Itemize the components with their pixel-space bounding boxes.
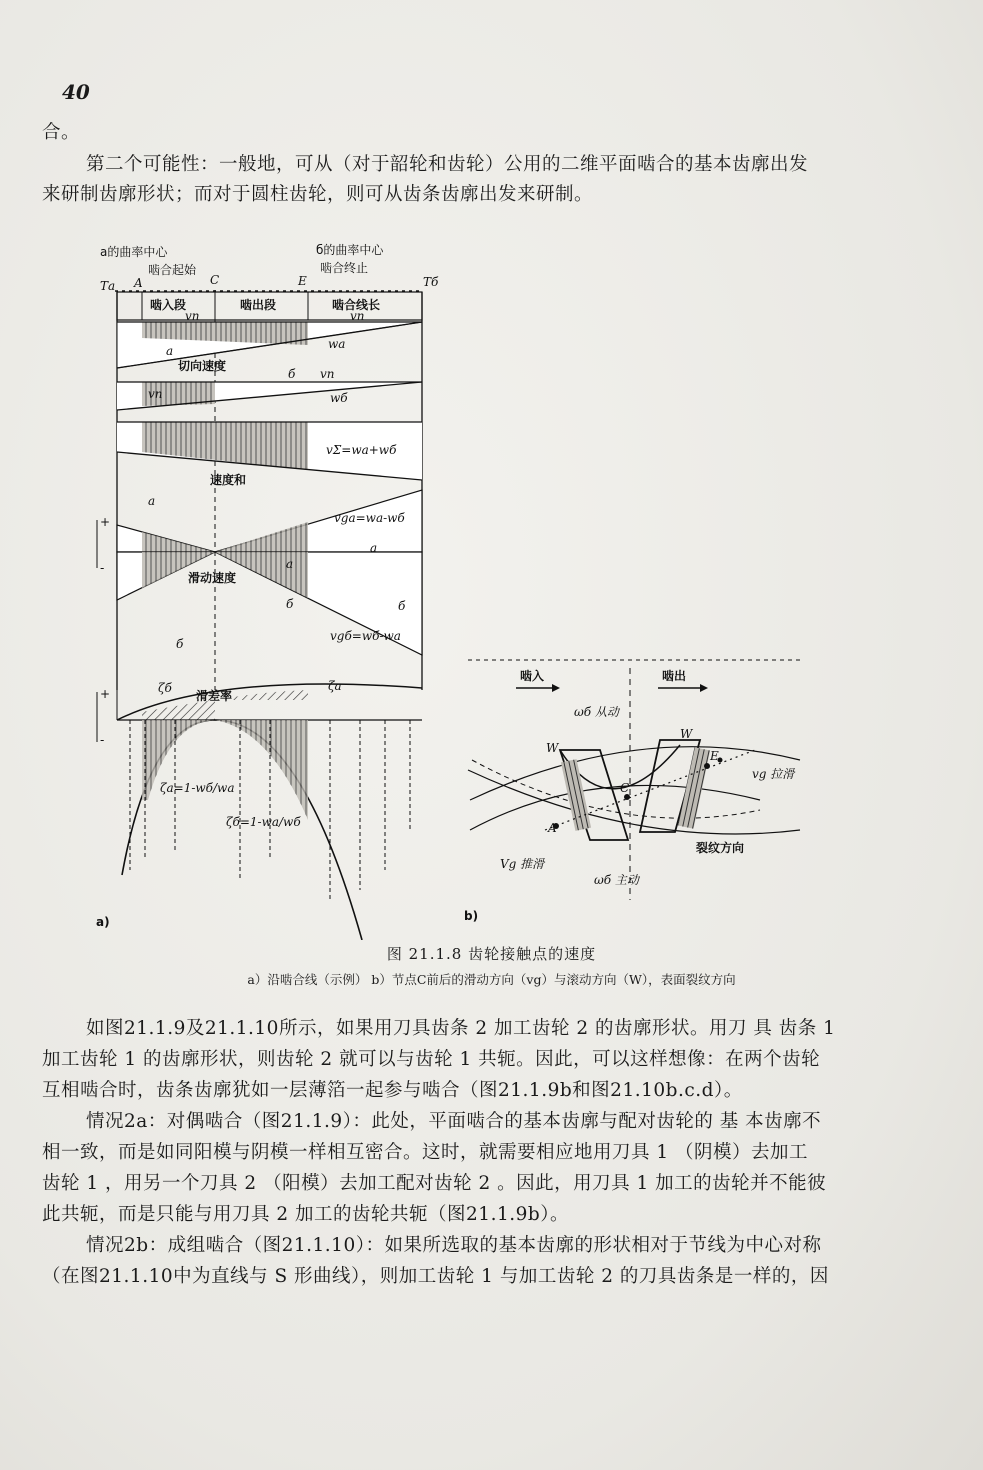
label-crack: 裂纹方向 [696,841,745,855]
label-plus: + [100,687,111,701]
label-b: б [398,599,406,613]
paragraph-line: 此共轭，而是只能与用刀具 2 加工的齿轮共轭（图21.1.9b）。 [42,1204,569,1225]
label-C: C [620,781,630,795]
panel-label-a: a) [96,915,110,929]
label-zeta-b: ζб [158,681,172,695]
paragraph-line: 来研制齿廓形状；而对于圆柱齿轮，则可从齿条齿廓出发来研制。 [42,184,594,205]
paragraph-line: 加工齿轮 1 的齿廓形状，则齿轮 2 就可以与齿轮 1 共轭。因此，可以这样想像：在两个齿轮 [42,1049,821,1070]
label-plus: + [100,515,111,529]
page-number: 40 [62,80,90,104]
paragraph-line: （在图21.1.10中为直线与 S 形曲线），则加工齿轮 1 与加工齿轮 2 的刀具齿条是一样的，因 [42,1266,829,1287]
paragraph-line: 情况2a：对偶啮合（图21.1.9）：此处，平面啮合的基本齿廓与配对齿轮的 基 本齿廓不 [86,1111,822,1132]
label-W: W [546,741,559,755]
label-A: A [548,821,557,835]
label-wa: wа [328,337,346,351]
label-speed-sum: 速度和 [210,473,247,487]
label-seg-len: 啮合线长 [332,298,381,312]
paragraph-line: 相一致，而是如同阳模与阴模一样相互密合。这时，就需要相应地用刀具 1 （阴模）去加工 [42,1142,809,1163]
label-in: 啮入 [520,669,545,683]
label-vg-pull: vg 拉滑 [752,767,795,781]
panel-b-diagram [464,660,800,923]
paragraph-line: 合。 [42,122,81,143]
label-out: 啮出 [662,669,687,683]
label-mesh-end: 啮合终止 [320,261,369,275]
paragraph-line: 齿轮 1 ，用另一个刀具 2 （阳模）去加工配对齿轮 2 。因此，用刀具 1 加工的齿轮并不能彼 [42,1173,827,1194]
label-a: a [148,494,156,508]
paragraph-line: 互相啮合时，齿条齿廓犹如一层薄箔一起参与啮合（图21.1.9b和图21.10b.c.d）。 [42,1080,743,1101]
label-vga: vgа=wа-wб [334,511,405,525]
label-zeta-a: ζа [328,679,342,693]
label-slip-rate: 滑差率 [196,689,233,703]
label-zeta-b-eq: ζб=1-wа/wб [226,815,301,829]
panel-a-diagram [96,242,439,940]
label-mesh-start: 啮合起始 [148,263,197,277]
label-seg-out: 啮出段 [240,298,277,312]
label-vg-push: Vg 推滑 [500,857,545,871]
label-Ta: Tа [100,279,116,293]
label-omega-drive: ωб 主动 [594,873,639,887]
label-zeta-a-eq: ζа=1-wб/wа [160,781,235,795]
label-omega-driven: ωб 从动 [574,705,619,719]
label-wb: wб [330,391,348,405]
label-vn: vn [350,309,365,323]
label-vgb: vgб=wб-wа [330,629,401,643]
paragraph-line: 情况2b：成组啮合（图21.1.10）：如果所选取的基本齿廓的形状相对于节线为中心对称 [86,1235,822,1256]
label-C: C [210,273,220,287]
label-A: A [134,276,143,290]
label-a-center: a的曲率中心 [100,245,168,259]
label-vn: vn [320,367,335,381]
label-b-center: б的曲率中心 [316,243,384,257]
label-Tb: Tб [423,275,439,289]
label-vn: vn [148,387,163,401]
label-a: a [286,557,294,571]
label-b: б [286,597,294,611]
label-E: E [710,749,719,763]
label-seg-in: 啮入段 [150,298,187,312]
label-vn: vn [185,309,200,323]
label-tangent-speed: 切向速度 [178,359,227,373]
paragraph-line: 如图21.1.9及21.1.10所示，如果用刀具齿条 2 加工齿轮 2 的齿廓形状。用刀 具 齿条 1 [86,1018,836,1039]
label-b: б [288,367,296,381]
label-b: б [176,637,184,651]
label-a: a [166,344,174,358]
label-sliding-speed: 滑动速度 [188,571,237,585]
paragraph-line: 第二个可能性：一般地，可从（对于韶轮和齿轮）公用的二维平面啮合的基本齿廓出发 [86,154,809,175]
label-minus: - [100,733,105,747]
label-a: a [370,541,378,555]
label-vsum: vΣ=wа+wб [326,443,397,457]
label-E: E [298,274,307,288]
figure-subcaption: a）沿啮合线（示例） b）节点C前后的滑动方向（vg）与滚动方向（W），表面裂纹方向 [247,972,736,987]
panel-label-b: b) [464,909,479,923]
label-minus: - [100,561,105,575]
label-W: W [680,727,693,741]
figure-caption: 图 21.1.8 齿轮接触点的速度 [386,945,597,963]
